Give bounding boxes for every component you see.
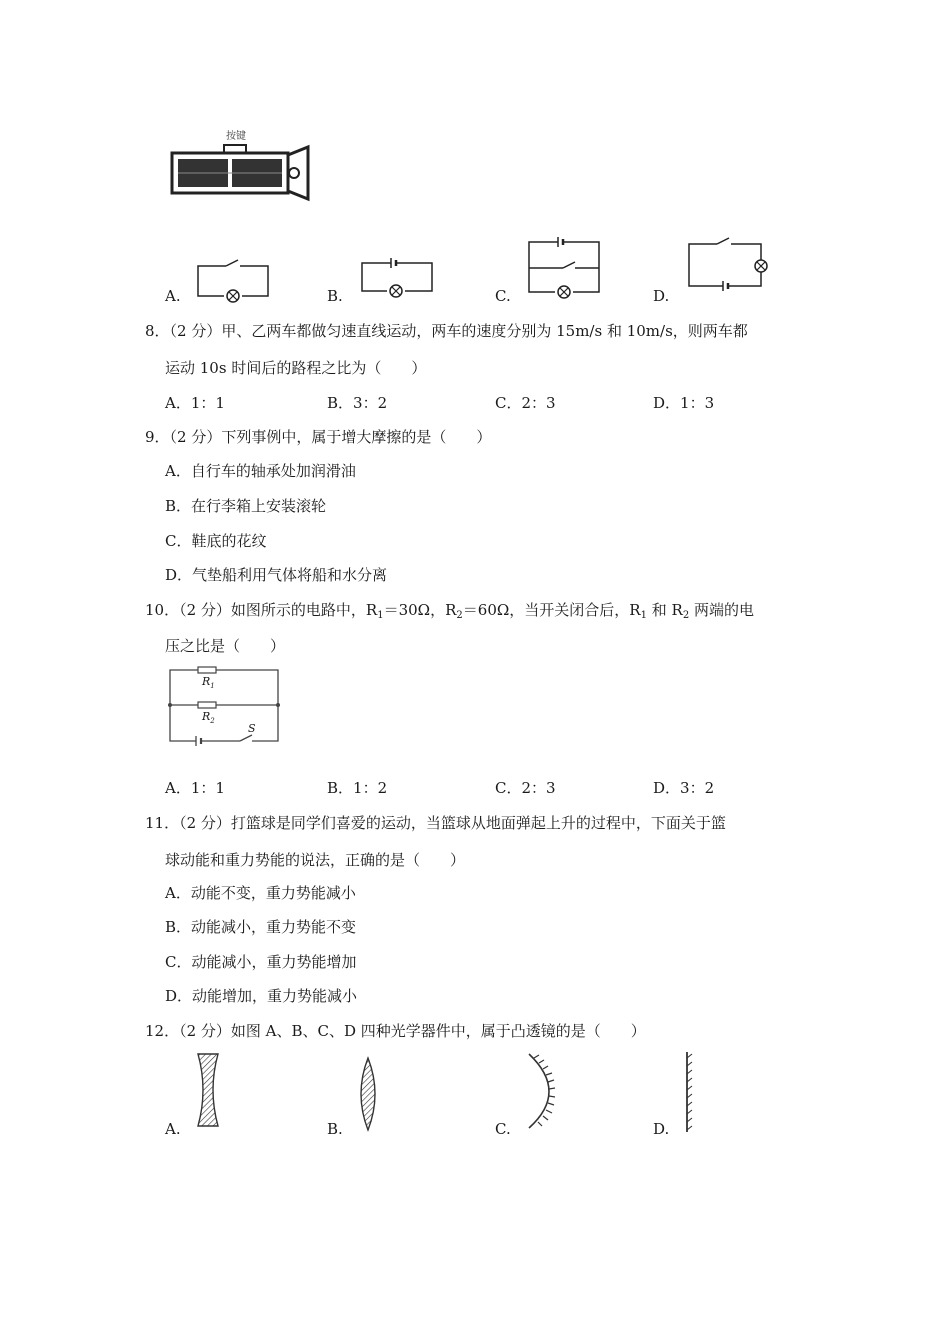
q9-option-b: B．在行李箱上安装滚轮 bbox=[165, 497, 327, 515]
q10-option-d: D．3：2 bbox=[653, 779, 715, 797]
q9-option-c: C．鞋底的花纹 bbox=[165, 532, 267, 550]
q7-option-b-label: B. bbox=[327, 287, 343, 305]
q7-option-c-circuit bbox=[527, 236, 603, 298]
flashlight-figure bbox=[168, 125, 313, 200]
q12-option-b-label: B. bbox=[327, 1120, 343, 1138]
convex-lens-figure bbox=[356, 1056, 380, 1132]
fig-switch-label: S bbox=[248, 722, 256, 735]
q10-stem-line1: 10．（2 分）如图所示的电路中，$R_1=30\Omega$，$R_2=60\Omega$，当开关闭合后，$R_1$ 和 $R_2$ 两端的电 bbox=[145, 601, 754, 621]
q7-option-a-circuit bbox=[196, 258, 272, 300]
q7-option-b-circuit bbox=[360, 257, 436, 299]
q7-option-d-circuit bbox=[687, 238, 767, 294]
q11-stem-line2: 球动能和重力势能的说法，正确的是（ ） bbox=[165, 851, 466, 869]
q8-option-b: B．3：2 bbox=[327, 394, 388, 412]
q11-option-b: B．动能减小，重力势能不变 bbox=[165, 918, 357, 936]
q11-option-c: C．动能减小，重力势能增加 bbox=[165, 953, 357, 971]
q8-option-a: A．1：1 bbox=[165, 394, 225, 412]
plane-mirror-figure bbox=[680, 1050, 696, 1134]
q12-stem: 12．（2 分）如图 A、B、C、D 四种光学器件中，属于凸透镜的是（ ） bbox=[145, 1022, 646, 1040]
q10-stem-line2: 压之比是（ ） bbox=[165, 637, 286, 655]
q9-option-d: D．气垫船利用气体将船和水分离 bbox=[165, 566, 388, 584]
q8-stem-line1: 8．（2 分）甲、乙两车都做匀速直线运动，两车的速度分别为 15m/s 和 10m/s，则两车都 bbox=[145, 322, 748, 340]
button-label: 按键 bbox=[226, 131, 246, 142]
q12-option-c-label: C. bbox=[495, 1120, 511, 1138]
q7-option-d-label: D. bbox=[653, 287, 670, 305]
q11-option-d: D．动能增加，重力势能减小 bbox=[165, 987, 358, 1005]
q12-option-d-label: D. bbox=[653, 1120, 670, 1138]
q10-option-b: B．1：2 bbox=[327, 779, 388, 797]
q11-stem-line1: 11．（2 分）打篮球是同学们喜爱的运动，当篮球从地面弹起上升的过程中，下面关于篮 bbox=[145, 814, 726, 832]
q10-option-a: A．1：1 bbox=[165, 779, 225, 797]
q8-option-d: D．1：3 bbox=[653, 394, 715, 412]
q7-option-c-label: C. bbox=[495, 287, 511, 305]
q7-option-a-label: A. bbox=[165, 287, 181, 305]
fig-r1-label: $R_1$ bbox=[202, 675, 215, 690]
q12-option-a-label: A. bbox=[165, 1120, 181, 1138]
q10-option-c: C．2：3 bbox=[495, 779, 556, 797]
curved-mirror-figure bbox=[525, 1052, 565, 1132]
q11-option-a: A．动能不变，重力势能减小 bbox=[165, 884, 356, 902]
q8-stem-line2: 运动 10s 时间后的路程之比为（ ） bbox=[165, 359, 427, 377]
concave-lens-figure bbox=[196, 1052, 220, 1128]
q9-stem: 9．（2 分）下列事例中，属于增大摩擦的是（ ） bbox=[145, 428, 492, 446]
q10-parallel-circuit bbox=[168, 665, 282, 747]
fig-r2-label: $R_2$ bbox=[202, 710, 215, 725]
q8-option-c: C．2：3 bbox=[495, 394, 556, 412]
q9-option-a: A．自行车的轴承处加润滑油 bbox=[165, 462, 356, 480]
